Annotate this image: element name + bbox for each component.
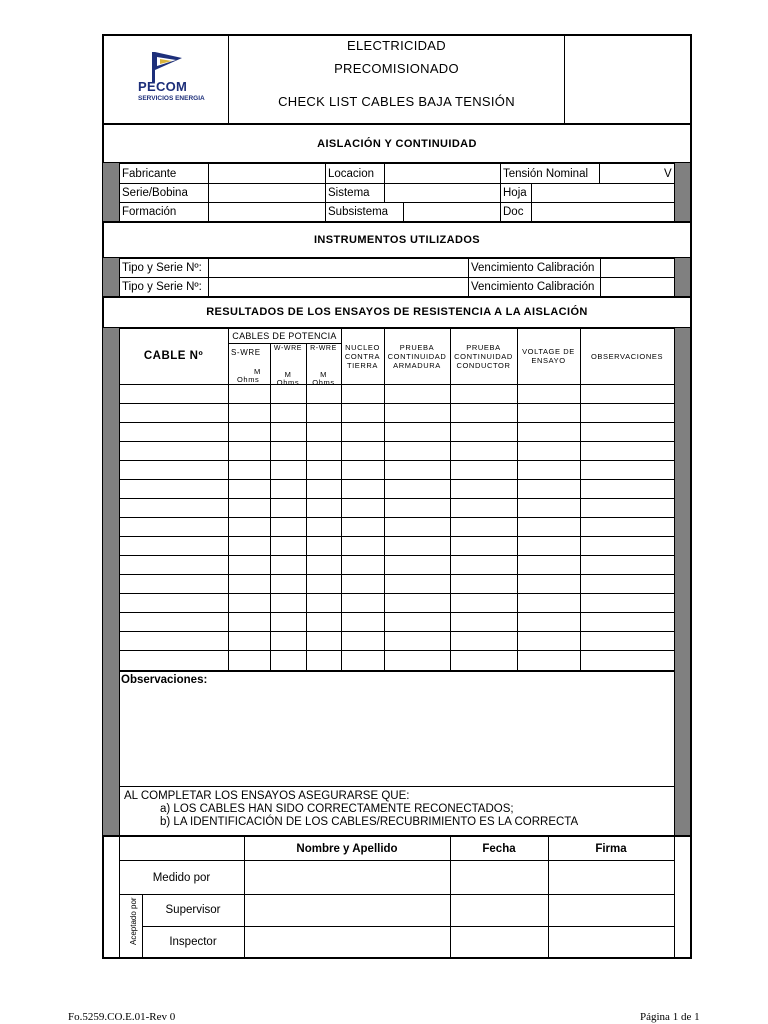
page-number: Página 1 de 1	[640, 1011, 700, 1023]
column-observaciones: OBSERVACIONES	[590, 352, 664, 361]
subsistema-field[interactable]	[404, 203, 499, 220]
table-row[interactable]	[120, 480, 673, 498]
table-row[interactable]	[120, 461, 673, 479]
vencimiento-1-field[interactable]	[601, 259, 673, 276]
label-tipo-serie-1: Tipo y Serie Nº:	[122, 262, 202, 274]
note-line1: AL COMPLETAR LOS ENSAYOS ASEGURARSE QUE:	[124, 790, 410, 802]
label-inspector: Inspector	[169, 936, 217, 948]
label-hoja: Hoja	[503, 187, 527, 199]
pecom-logo	[124, 48, 204, 108]
observaciones-field[interactable]	[120, 688, 673, 785]
divider	[103, 327, 691, 329]
header-line1: ELECTRICIDAD	[347, 38, 446, 53]
side-bar	[674, 328, 690, 836]
column-prueba-armadura-l1: PRUEBA	[399, 343, 435, 352]
column-fecha: Fecha	[482, 843, 516, 855]
unit-m-2: M	[284, 370, 292, 379]
column-r-wre: R-WRE	[310, 345, 337, 352]
label-tipo-serie-2: Tipo y Serie Nº:	[122, 281, 202, 293]
table-row[interactable]	[120, 404, 673, 422]
supervisor-firma-field[interactable]	[549, 895, 673, 925]
unit-m-3: M	[320, 370, 327, 379]
doc-field[interactable]	[532, 203, 673, 220]
label-fabricante: Fabricante	[122, 168, 177, 180]
divider	[500, 163, 501, 221]
supervisor-fecha-field[interactable]	[451, 895, 547, 925]
inspector-fecha-field[interactable]	[451, 927, 547, 957]
side-bar	[103, 258, 119, 296]
serie-field[interactable]	[209, 184, 324, 201]
column-nucleo-l3: TIERRA	[346, 361, 379, 370]
table-row[interactable]	[120, 518, 673, 536]
column-prueba-armadura-l3: ARMADURA	[393, 361, 441, 370]
label-tension-unit: V	[664, 168, 672, 180]
medido-fecha-field[interactable]	[451, 861, 547, 893]
divider	[119, 670, 674, 672]
note-line3: b) LA IDENTIFICACIÓN DE LOS CABLES/RECUBRIMIENTO ES LA CORRECTA	[160, 816, 579, 828]
table-row[interactable]	[120, 651, 673, 669]
section-title-aislacion: AISLACIÓN Y CONTINUIDAD	[317, 138, 477, 150]
label-serie-bobina: Serie/Bobina	[122, 187, 188, 199]
supervisor-nombre-field[interactable]	[245, 895, 449, 925]
formacion-field[interactable]	[209, 203, 324, 220]
column-firma: Firma	[595, 843, 627, 855]
column-prueba-conductor-l2: CONTINUIDAD	[454, 352, 513, 361]
label-subsistema: Subsistema	[328, 206, 389, 218]
tipo-serie-1-field[interactable]	[209, 259, 467, 276]
column-s-wre: S-WRE	[231, 348, 261, 357]
logo-text: PECOM	[138, 79, 188, 94]
divider	[674, 328, 675, 836]
side-bar	[103, 163, 119, 221]
label-vencimiento-2: Vencimiento Calibración	[471, 281, 595, 293]
divider	[119, 163, 120, 221]
table-row[interactable]	[120, 423, 673, 441]
divider	[103, 835, 691, 837]
table-row[interactable]	[120, 575, 673, 593]
column-voltage-l1: VOLTAGE DE	[522, 347, 575, 356]
table-row[interactable]	[120, 499, 673, 517]
column-prueba-conductor-l3: CONDUCTOR	[456, 361, 511, 370]
medido-firma-field[interactable]	[549, 861, 673, 893]
observaciones-label: Observaciones:	[121, 674, 208, 686]
page-title: CHECK LIST CABLES BAJA TENSIÓN	[278, 94, 515, 109]
column-voltage-l2: ENSAYO	[531, 356, 566, 365]
form-code: Fo.5259.CO.E.01-Rev 0	[68, 1011, 176, 1023]
unit-m-1: M	[254, 367, 261, 376]
label-medido-por: Medido por	[152, 872, 211, 884]
note-line2: a) LOS CABLES HAN SIDO CORRECTAMENTE RECONECTADOS;	[160, 803, 514, 815]
label-doc: Doc	[503, 206, 524, 218]
vencimiento-2-field[interactable]	[601, 278, 673, 295]
section-title-instrumentos: INSTRUMENTOS UTILIZADOS	[313, 234, 481, 246]
logo-subtext: SERVICIOS ENERGIA	[138, 95, 205, 102]
divider	[103, 123, 691, 125]
table-row[interactable]	[120, 632, 673, 650]
divider	[119, 836, 120, 958]
label-aceptado-por: Aceptado por	[129, 897, 138, 945]
column-nucleo-l1: NUCLEO	[345, 343, 380, 352]
divider	[468, 258, 469, 296]
divider	[674, 258, 675, 296]
divider	[103, 296, 691, 298]
sistema-field[interactable]	[385, 184, 499, 201]
label-formacion: Formación	[122, 206, 177, 218]
label-sistema: Sistema	[328, 187, 370, 199]
label-supervisor: Supervisor	[165, 904, 221, 916]
label-locacion: Locacion	[328, 168, 375, 180]
inspector-nombre-field[interactable]	[245, 927, 449, 957]
column-cable-no: CABLE Nº	[143, 350, 204, 362]
side-bar	[674, 163, 690, 221]
locacion-field[interactable]	[385, 164, 499, 182]
label-tension-nominal: Tensión Nominal	[503, 168, 589, 180]
column-prueba-armadura-l2: CONTINUIDAD	[387, 352, 447, 361]
hoja-field[interactable]	[532, 184, 673, 201]
table-row[interactable]	[120, 385, 673, 403]
table-row[interactable]	[120, 556, 673, 574]
fabricante-field[interactable]	[209, 164, 324, 182]
table-row[interactable]	[120, 594, 673, 612]
divider	[674, 836, 675, 958]
column-cables-potencia: CABLES DE POTENCIA	[232, 331, 337, 341]
side-bar	[674, 258, 690, 296]
section-title-resultados: RESULTADOS DE LOS ENSAYOS DE RESISTENCIA A LA AISLACIÓN	[206, 306, 588, 318]
unit-ohms-2: Ohms	[276, 378, 300, 387]
divider	[119, 786, 674, 787]
divider	[325, 163, 326, 221]
table-row[interactable]	[120, 442, 673, 460]
tension-field[interactable]	[600, 164, 660, 182]
column-prueba-conductor-l1: PRUEBA	[466, 343, 501, 352]
divider	[564, 35, 565, 124]
tipo-serie-2-field[interactable]	[209, 278, 467, 295]
inspector-firma-field[interactable]	[549, 927, 673, 957]
column-nucleo-l2: CONTRA	[344, 352, 381, 361]
table-row[interactable]	[120, 613, 673, 631]
divider	[103, 221, 691, 223]
column-nombre-apellido: Nombre y Apellido	[296, 843, 398, 855]
unit-ohms-3: Ohms	[312, 378, 335, 387]
medido-nombre-field[interactable]	[245, 861, 449, 893]
side-bar	[103, 328, 119, 836]
label-vencimiento-1: Vencimiento Calibración	[471, 262, 595, 274]
column-w-wre: W-WRE	[273, 345, 303, 352]
unit-ohms-1: Ohms	[237, 375, 260, 384]
table-row[interactable]	[120, 537, 673, 555]
divider	[674, 163, 675, 221]
header-line2: PRECOMISIONADO	[334, 61, 459, 76]
